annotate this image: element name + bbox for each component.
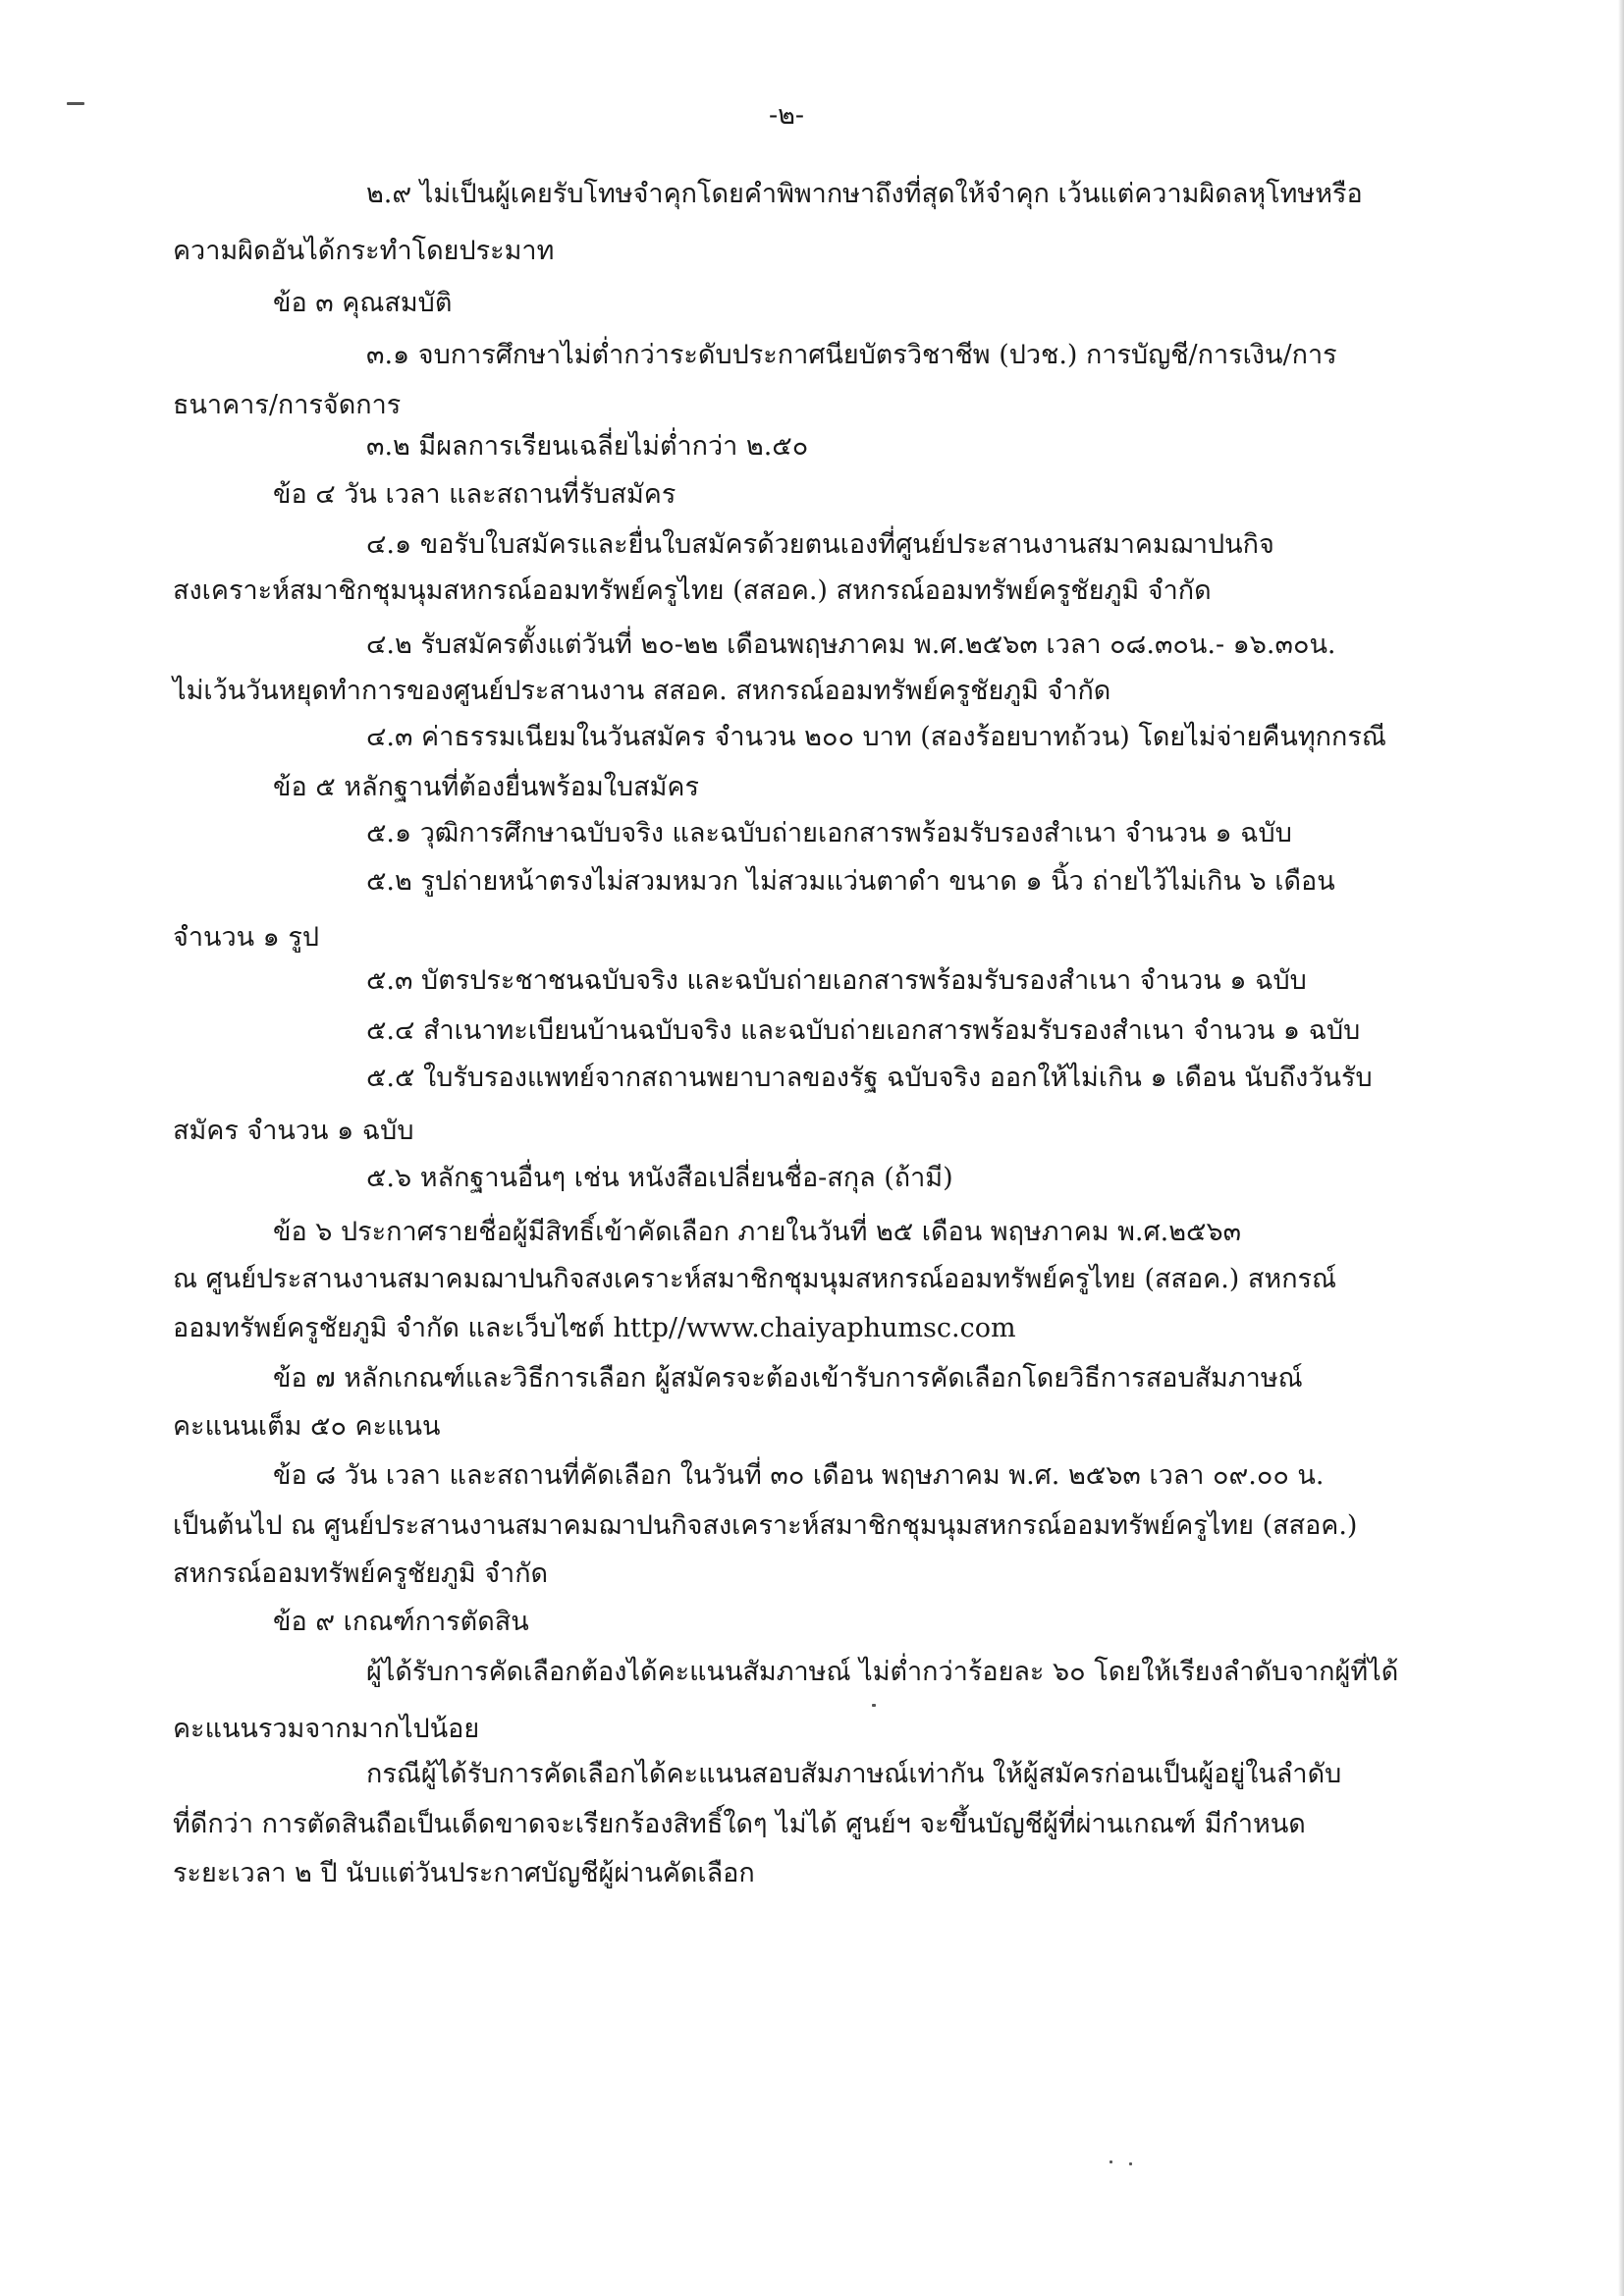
text-line: ๒.๙ ไม่เป็นผู้เคยรับโทษจำคุกโดยคำพิพากษาถึงที่สุดให้จำคุก เว้นแต่ความผิดลหุโทษหรือ	[366, 179, 1363, 209]
text-line: ๕.๓ บัตรประชาชนฉบับจริง และฉบับถ่ายเอกสารพร้อมรับรองสำเนา จำนวน ๑ ฉบับ	[366, 965, 1307, 996]
text-line: ออมทรัพย์ครูชัยภูมิ จำกัด และเว็บไซต์ http//www.chaiyaphumsc.com	[173, 1313, 1016, 1343]
text-line: ความผิดอันได้กระทำโดยประมาท	[173, 236, 555, 266]
text-line: ๕.๖ หลักฐานอื่นๆ เช่น หนังสือเปลี่ยนชื่อ-สกุล (ถ้ามี)	[366, 1163, 953, 1193]
scan-speck	[1129, 2162, 1132, 2165]
text-line: ข้อ ๓ คุณสมบัติ	[273, 288, 453, 318]
text-line: ไม่เว้นวันหยุดทำการของศูนย์ประสานงาน สสอค. สหกรณ์ออมทรัพย์ครูชัยภูมิ จำกัด	[173, 676, 1111, 706]
scan-speck	[1110, 2160, 1112, 2163]
text-line: ๓.๒ มีผลการเรียนเฉลี่ยไม่ต่ำกว่า ๒.๕๐	[366, 431, 809, 462]
text-line: ณ ศูนย์ประสานงานสมาคมฌาปนกิจสงเคราะห์สมาชิกชุมนุมสหกรณ์ออมทรัพย์ครูไทย (สสอค.) สหกรณ์	[173, 1264, 1337, 1294]
text-line: ๔.๑ ขอรับใบสมัครและยื่นใบสมัครด้วยตนเองที่ศูนย์ประสานงานสมาคมฌาปนกิจ	[366, 529, 1274, 560]
text-line: ๓.๑ จบการศึกษาไม่ต่ำกว่าระดับประกาศนียบัตรวิชาชีพ (ปวช.) การบัญชี/การเงิน/การ	[366, 340, 1337, 370]
text-line: เป็นต้นไป ณ ศูนย์ประสานงานสมาคมฌาปนกิจสงเคราะห์สมาชิกชุมนุมสหกรณ์ออมทรัพย์ครูไทย (สสอค.)	[173, 1510, 1358, 1541]
text-line: สหกรณ์ออมทรัพย์ครูชัยภูมิ จำกัด	[173, 1558, 549, 1589]
page-number: -๒-	[769, 100, 805, 131]
text-line: ๕.๕ ใบรับรองแพทย์จากสถานพยาบาลของรัฐ ฉบับจริง ออกให้ไม่เกิน ๑ เดือน นับถึงวันรับ	[366, 1063, 1373, 1093]
text-line: ๔.๒ รับสมัครตั้งแต่วันที่ ๒๐-๒๒ เดือนพฤษภาคม พ.ศ.๒๕๖๓ เวลา ๐๘.๓๐น.- ๑๖.๓๐น.	[366, 629, 1336, 660]
text-line: ๕.๔ สำเนาทะเบียนบ้านฉบับจริง และฉบับถ่ายเอกสารพร้อมรับรองสำเนา จำนวน ๑ ฉบับ	[366, 1015, 1361, 1046]
text-line: ระยะเวลา ๒ ปี นับแต่วันประกาศบัญชีผู้ผ่านคัดเลือก	[173, 1858, 755, 1888]
text-line: สมัคร จำนวน ๑ ฉบับ	[173, 1116, 414, 1146]
text-line: ๕.๒ รูปถ่ายหน้าตรงไม่สวมหมวก ไม่สวมแว่นตาดำ ขนาด ๑ นิ้ว ถ่ายไว้ไม่เกิน ๖ เดือน	[366, 866, 1335, 897]
text-line: คะแนนเต็ม ๕๐ คะแนน	[173, 1411, 441, 1442]
text-line: จำนวน ๑ รูป	[173, 922, 320, 953]
text-line: ข้อ ๖ ประกาศรายชื่อผู้มีสิทธิ์เข้าคัดเลือก ภายในวันที่ ๒๕ เดือน พฤษภาคม พ.ศ.๒๕๖๓	[273, 1217, 1242, 1247]
text-line: ข้อ ๕ หลักฐานที่ต้องยื่นพร้อมใบสมัคร	[273, 772, 699, 802]
text-line: ข้อ ๗ หลักเกณฑ์และวิธีการเลือก ผู้สมัครจะต้องเข้ารับการคัดเลือกโดยวิธีการสอบสัมภาษณ์	[273, 1363, 1303, 1394]
text-line: สงเคราะห์สมาชิกชุมนุมสหกรณ์ออมทรัพย์ครูไทย (สสอค.) สหกรณ์ออมทรัพย์ครูชัยภูมิ จำกัด	[173, 575, 1212, 606]
text-line: ข้อ ๔ วัน เวลา และสถานที่รับสมัคร	[273, 479, 677, 510]
text-line: คะแนนรวมจากมากไปน้อย	[173, 1714, 480, 1744]
text-line: ธนาคาร/การจัดการ	[173, 390, 402, 420]
text-line: ข้อ ๘ วัน เวลา และสถานที่คัดเลือก ในวันที่ ๓๐ เดือน พฤษภาคม พ.ศ. ๒๕๖๓ เวลา ๐๙.๐๐ น.	[273, 1460, 1325, 1491]
text-line: ๔.๓ ค่าธรรมเนียมในวันสมัคร จำนวน ๒๐๐ บาท (สองร้อยบาทถ้วน) โดยไม่จ่ายคืนทุกกรณี	[366, 722, 1386, 752]
text-line: ข้อ ๙ เกณฑ์การตัดสิน	[273, 1607, 529, 1637]
scan-speck	[872, 1704, 876, 1707]
scan-speck	[67, 102, 84, 105]
text-line: ๕.๑ วุฒิการศึกษาฉบับจริง และฉบับถ่ายเอกสารพร้อมรับรองสำเนา จำนวน ๑ ฉบับ	[366, 818, 1292, 848]
scan-edge	[1618, 0, 1624, 2296]
text-line: ผู้ได้รับการคัดเลือกต้องได้คะแนนสัมภาษณ์ ไม่ต่ำกว่าร้อยละ ๖๐ โดยให้เรียงลำดับจากผู้ที่ได้	[366, 1657, 1399, 1687]
text-line: ที่ดีกว่า การตัดสินถือเป็นเด็ดขาดจะเรียกร้องสิทธิ์ใดๆ ไม่ได้ ศูนย์ฯ จะขึ้นบัญชีผู้ที่ผ่านเกณฑ์ มีกำหนด	[173, 1809, 1306, 1839]
text-line: กรณีผู้ได้รับการคัดเลือกได้คะแนนสอบสัมภาษณ์เท่ากัน ให้ผู้สมัครก่อนเป็นผู้อยู่ในลำดับ	[366, 1759, 1342, 1789]
